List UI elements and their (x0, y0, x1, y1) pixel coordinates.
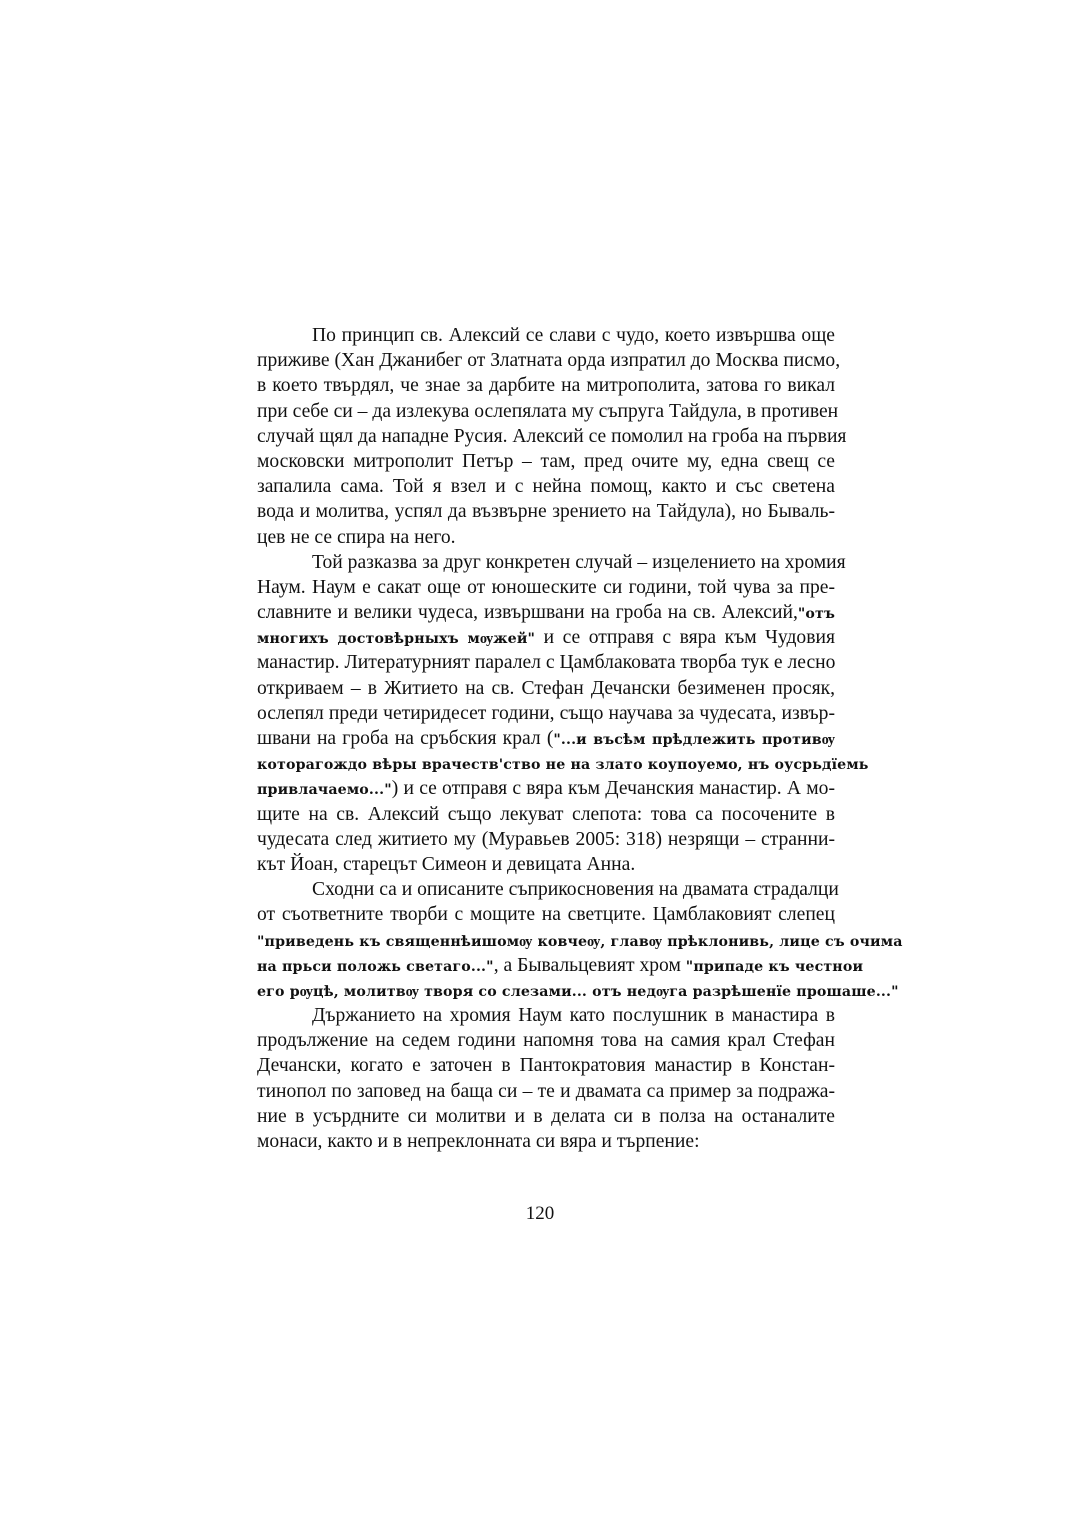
text-segment: приживе (Хан Джанибег от Златната орда изпратил до Москва писмо, (257, 350, 841, 372)
text-line (257, 978, 899, 1003)
text-line (257, 399, 839, 424)
text-segment: ние в усърдните си молитви и в делата си в полза на останалите (257, 1105, 835, 1127)
text-line (257, 474, 835, 499)
text-line (257, 928, 903, 953)
text-line (257, 323, 835, 348)
text-segment: продължение на седем години напомня това на самия крал Стефан (257, 1030, 835, 1052)
old-slavonic-quote: многихъ достовѣрныхъ мѹжей" (257, 631, 536, 648)
text-line (257, 953, 864, 978)
old-slavonic-quote: на прьси положь светаго..." (257, 958, 494, 975)
text-line (257, 877, 839, 902)
text-segment: кът Йоан, старецът Симеон и девицата Анна. (257, 853, 636, 875)
text-segment: чудесата след житието му (Муравьев 2005: 318) незрящи – странни- (257, 828, 835, 850)
old-slavonic-quote: "отъ (797, 606, 835, 623)
text-segment: запалила сама. Той я взел и с нейна помощ, както и със светена (257, 476, 835, 498)
text-segment: цев не се спира на него. (257, 526, 456, 548)
text-line (257, 600, 835, 625)
text-segment: откриваем – в Житието на св. Стефан Дечански безименен просяк, (257, 677, 835, 699)
text-line (257, 525, 835, 550)
text-segment: и се отправя с вяра към Чудовия (535, 627, 835, 649)
text-segment: вода и молитва, успял да възвърне зрението на Тайдула), но Бываль- (257, 501, 835, 523)
text-line (257, 701, 835, 726)
text-line (257, 449, 835, 474)
text-line (257, 776, 835, 801)
body-text (257, 323, 903, 1154)
text-line (257, 625, 835, 650)
text-segment: от съответните творби с мощите на светците. Цамблаковият слепец (257, 904, 835, 926)
text-line (257, 550, 846, 575)
page-number: 120 (525, 1203, 555, 1224)
text-line (257, 373, 835, 398)
text-segment: Той разказва за друг конкретен случай – изцелението на хромия (312, 551, 846, 573)
text-line (257, 827, 835, 852)
paragraph (257, 877, 903, 1003)
text-segment: По принцип св. Алексий се слави с чудо, което извършва още (312, 325, 835, 346)
old-slavonic-quote: его рѹцѣ, молитвѹ творя со слезами... отъ недѹга разрѣшенїе прошаше..." (257, 983, 899, 1000)
text-segment: щите на св. Алексий също лекуват слепота: това са посочените в (257, 803, 835, 825)
text-segment: манастир. Литературният паралел с Цамблаковата творба тук е лесно (257, 652, 836, 674)
text-segment: Сходни са и описаните съприкосновения на двамата страдалци (312, 879, 839, 901)
text-line (257, 575, 835, 600)
paragraph (257, 1003, 835, 1154)
text-segment: Дечански, когато е заточен в Пантократовия манастир в Констан- (257, 1055, 835, 1077)
text-segment: московски митрополит Петър – там, пред очите му, една свещ се (257, 450, 835, 472)
paragraph (257, 550, 869, 877)
text-line (257, 1053, 835, 1078)
text-line (257, 499, 835, 524)
old-slavonic-quote: привлачаемо..." (257, 782, 392, 799)
text-line (257, 751, 869, 776)
text-line (257, 1104, 835, 1129)
old-slavonic-quote: "...и въсѣм прѣдлежить противѹ (553, 732, 835, 748)
paragraph (257, 323, 847, 550)
text-line (257, 650, 835, 675)
text-line (257, 726, 835, 751)
text-line (257, 348, 841, 373)
text-segment: в което твърдял, че знае за дарбите на митрополита, затова го викал (257, 375, 835, 397)
text-segment: , а Бывальцевият хром (493, 954, 686, 976)
old-slavonic-quote: "припаде къ честнои (685, 958, 864, 975)
text-segment: ослепял преди четиридесет години, също научава за чудесата, извър- (257, 702, 835, 724)
text-segment: при себе си – да излекува ослепялата му съпруга Тайдула, в противен (257, 400, 839, 422)
text-line (257, 1079, 835, 1104)
text-line (257, 1129, 835, 1154)
text-line (257, 852, 835, 877)
text-segment: швани на гроба на сръбския крал ( (257, 728, 554, 749)
text-line (257, 424, 847, 449)
text-line (257, 676, 835, 701)
text-segment: ) и се отправя с вяра към Дечанския манастир. А мо- (391, 778, 835, 800)
text-segment: Държанието на хромия Наум като послушник в манастира в (312, 1005, 835, 1027)
text-segment: тинопол по заповед на баща си – те и двамата са пример за подража- (257, 1080, 835, 1102)
text-segment: славните и велики чудеса, извършвани на гроба на св. Алексий, (257, 602, 798, 624)
text-line (257, 1028, 835, 1053)
old-slavonic-quote: "приведень къ священнѣишомѹ ковчеѹ, главѹ прѣклонивь, лице съ очима (257, 933, 903, 950)
old-slavonic-quote: которагождо вѣры врачеств'ство не на злато коупоуемо, нъ оусрьдїемь (257, 757, 869, 774)
text-segment: Наум. Наум е сакат още от юношеските си години, той чува за пре- (257, 576, 835, 598)
text-line (257, 802, 835, 827)
text-segment: монаси, както и в непреклонната си вяра и търпение: (257, 1131, 700, 1152)
text-segment: случай щял да нападне Русия. Алексий се помолил на гроба на първия (257, 425, 847, 447)
text-line (257, 1003, 835, 1028)
text-line (257, 902, 835, 927)
